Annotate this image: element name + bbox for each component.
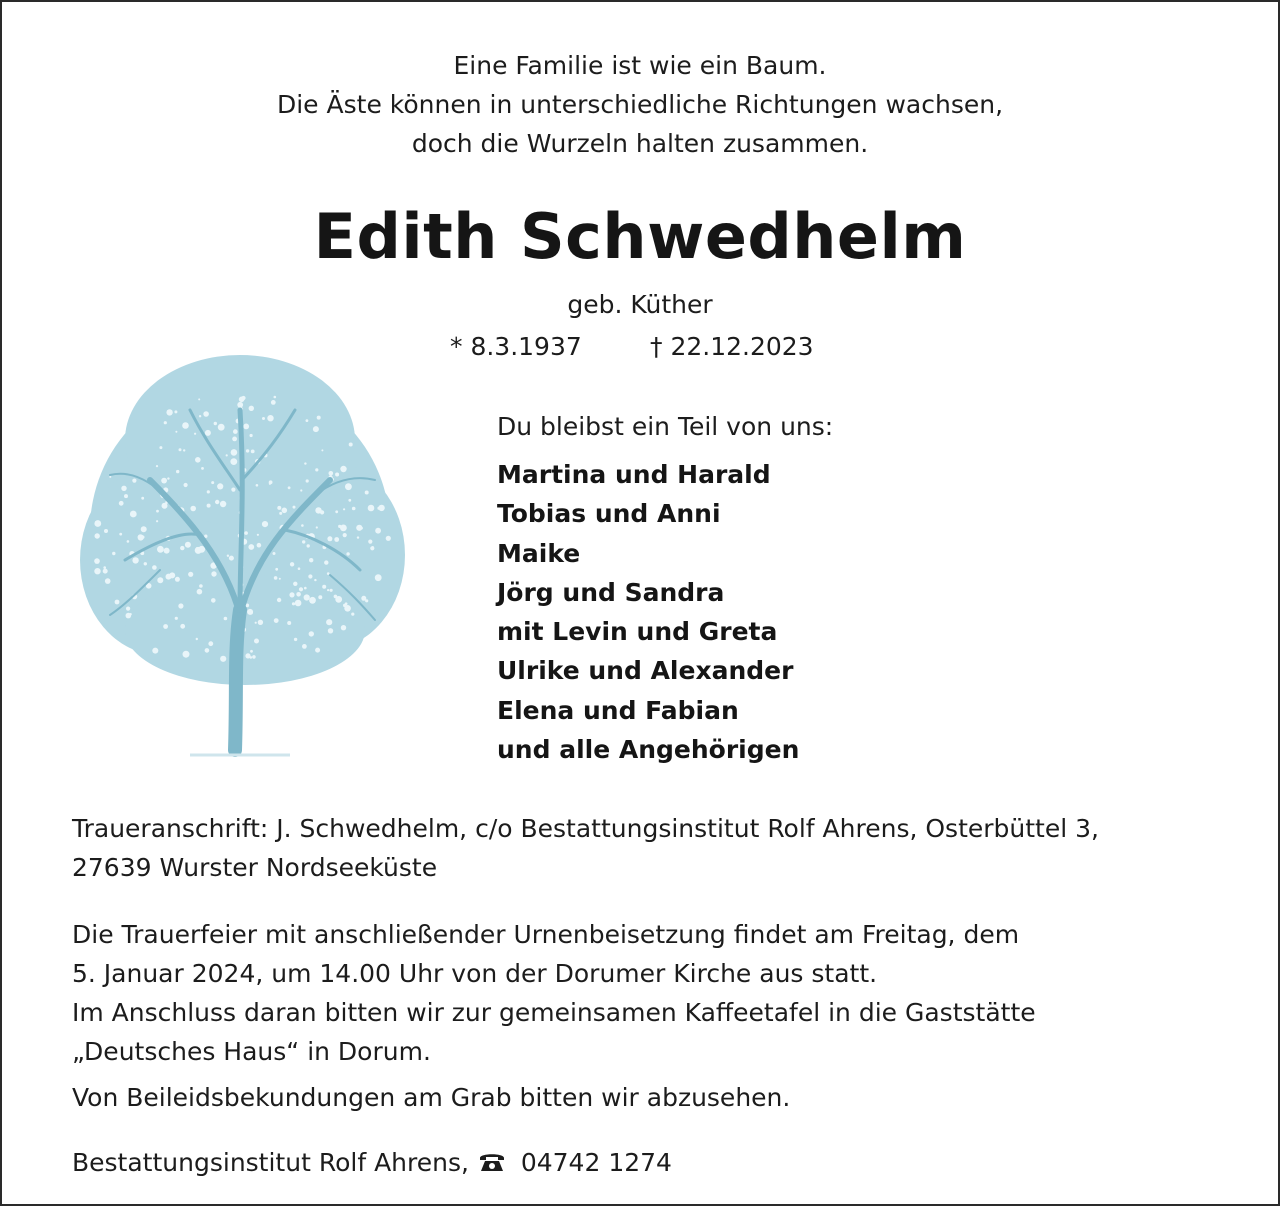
mourner-name: Jörg und Sandra: [497, 577, 725, 607]
telephone-icon: [477, 1150, 507, 1174]
funeral-home-name: Bestattungsinstitut Rolf Ahrens,: [72, 1148, 469, 1177]
mourner-name: Tobias und Anni: [497, 499, 721, 529]
deceased-name: Edith Schwedhelm: [313, 200, 967, 273]
address-line: Traueranschrift: J. Schwedhelm, c/o Bestattungsinstitut Rolf Ahrens, Osterbüttel 3,: [72, 814, 1099, 843]
mourners-intro: Du bleibst ein Teil von uns:: [497, 412, 834, 441]
birth-date: * 8.3.1937: [450, 332, 582, 361]
mourner-name: Ulrike und Alexander: [497, 656, 794, 686]
quote: [0, 46, 1280, 163]
death-date: † 22.12.2023: [650, 332, 814, 361]
funeral-home-phone: 04742 1274: [520, 1148, 672, 1177]
mourning-address: [72, 809, 1099, 887]
mourner-name: Elena und Fabian: [497, 695, 739, 725]
ceremony-line: Die Trauerfeier mit anschließender Urnenbeisetzung findet am Freitag, dem: [72, 920, 1020, 949]
funeral-home: [72, 1143, 672, 1182]
mourners-list: [497, 455, 799, 769]
quote-line: Die Äste können in unterschiedliche Richtungen wachsen,: [276, 90, 1004, 119]
quote-line: doch die Wurzeln halten zusammen.: [411, 129, 869, 158]
address-line: 27639 Wurster Nordseeküste: [72, 853, 438, 882]
mourner-name: Maike: [497, 538, 581, 568]
mourner-name: und alle Angehörigen: [497, 735, 800, 765]
mourner-name: Martina und Harald: [497, 460, 771, 489]
ceremony-details: [72, 915, 1036, 1071]
quote-line: Eine Familie ist wie ein Baum.: [453, 51, 827, 80]
ceremony-line: Im Anschluss daran bitten wir zur gemeinsamen Kaffeetafel in die Gaststätte: [72, 998, 1036, 1027]
mourner-name: mit Levin und Greta: [497, 617, 778, 647]
condolence-note: Von Beileidsbekundungen am Grab bitten wir abzusehen.: [72, 1083, 791, 1112]
birth-name: geb. Küther: [567, 290, 713, 319]
tree-icon: [40, 330, 440, 770]
ceremony-line: 5. Januar 2024, um 14.00 Uhr von der Dorumer Kirche aus statt.: [72, 959, 878, 988]
ceremony-line: „Deutsches Haus“ in Dorum.: [72, 1037, 431, 1066]
